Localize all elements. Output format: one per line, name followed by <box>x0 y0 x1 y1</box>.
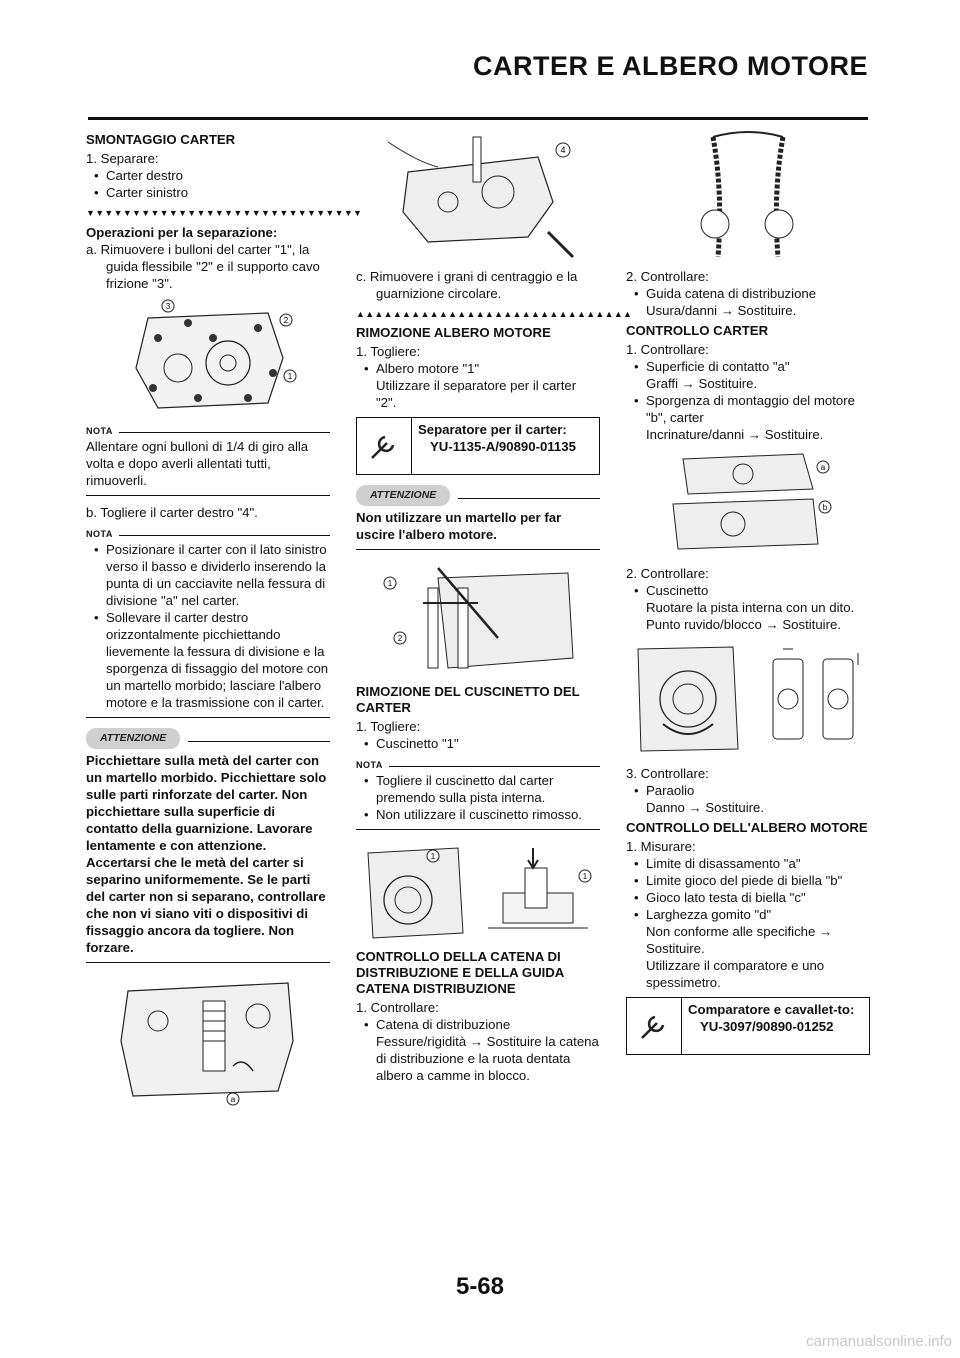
step-text: 1. Controllare: <box>626 342 709 357</box>
step-text: 2. Controllare: <box>626 566 709 581</box>
header-rule <box>88 117 868 120</box>
crankcase-removal-figure <box>378 132 578 262</box>
step-text: b. Togliere il carter destro "4". <box>86 505 258 520</box>
callout-label: 2 <box>283 316 289 325</box>
list-item: • Paraolio <box>626 782 870 799</box>
callout-label: a <box>230 1095 236 1104</box>
list-subtext: Ruotare la pista interna con un dito. <box>646 600 855 615</box>
list-item: • Carter destro <box>86 167 330 184</box>
callout-label: b <box>822 503 828 512</box>
column-2 <box>356 132 633 1084</box>
list-item: • Limite gioco del piede di biella "b" <box>626 872 870 889</box>
list-item: • Limite di disassamento "a" <box>626 855 870 872</box>
caution-end-rule <box>356 549 600 550</box>
note-header <box>356 758 600 772</box>
list-item: • Catena di distribuzione <box>356 1016 600 1033</box>
list-item: • Gioco lato testa di biella "c" <box>626 889 870 906</box>
list-item: • Guida catena di distribuzione <box>626 285 870 302</box>
list-item: • Larghezza gomito "d" <box>626 906 870 923</box>
note-text: Allentare ogni bulloni di 1/4 di giro alla volta e dopo averli allentati tutti, rimuoverli. <box>86 439 309 488</box>
wrench-icon <box>357 418 412 474</box>
tool-name: Comparatore e cavallet-to: <box>688 1002 855 1017</box>
sub-heading: Operazioni per la separazione: <box>86 225 278 240</box>
triangles-down-divider: ▼▼▼▼▼▼▼▼▼▼▼▼▼▼▼▼▼▼▼▼▼▼▼▼▼▼▼▼▼▼ <box>86 208 363 218</box>
list-subtext: Usura/danni → Sostituire. <box>646 303 797 318</box>
triangles-up-divider: ▲▲▲▲▲▲▲▲▲▲▲▲▲▲▲▲▲▲▲▲▲▲▲▲▲▲▲▲▲▲ <box>356 309 633 319</box>
callout-label: 4 <box>560 145 566 155</box>
bearing-removal-figure <box>363 838 593 943</box>
section-heading: RIMOZIONE ALBERO MOTORE <box>356 325 551 340</box>
note-end-rule <box>356 829 600 830</box>
caution-text: Non utilizzare un martello per far uscire l'albero motore. <box>356 510 562 542</box>
crankcase-inspection-figure <box>663 449 833 559</box>
list-subtext: Punto ruvido/blocco → Sostituire. <box>646 617 841 632</box>
list-subtext: Incrinature/danni → Sostituire. <box>646 427 824 442</box>
list-item: • Sporgenza di montaggio del motore "b", carter <box>626 392 870 426</box>
note-end-rule <box>86 717 330 718</box>
step-text: 1. Separare: <box>86 151 159 166</box>
note-label: NOTA <box>86 425 113 436</box>
note-header <box>86 527 330 541</box>
section-heading: CONTROLLO CARTER <box>626 323 769 338</box>
crankcase-bolts-figure <box>118 298 298 418</box>
list-subtext: Fessure/rigidità → Sostituire la catena di distribuzione e la ruota dentata albero a camme in blocco. <box>376 1034 599 1083</box>
tool-code: YU-1135-A/90890-01135 <box>430 439 576 454</box>
list-item: • Cuscinetto <box>626 582 870 599</box>
callout-label: 1 <box>287 372 293 381</box>
list-item: • Superficie di contatto "a" <box>626 358 870 375</box>
caution-header <box>356 485 600 505</box>
column-3 <box>626 132 870 1063</box>
callout-label: 3 <box>165 302 171 311</box>
list-subtext: Graffi → Sostituire. <box>646 376 758 391</box>
tool-name: Separatore per il carter: <box>418 422 567 437</box>
callout-label: 1 <box>430 852 436 861</box>
column-1 <box>86 132 363 1112</box>
note-item: • Togliere il cuscinetto dal carter premendo sulla pista interna. <box>356 772 600 806</box>
step-text: c. Rimuovere i grani di centraggio e la guarnizione circolare. <box>356 269 578 301</box>
list-subtext: Danno → Sostituire. <box>646 800 765 815</box>
section-heading: RIMOZIONE DEL CUSCINETTO DEL CARTER <box>356 684 580 715</box>
note-label: NOTA <box>356 759 383 770</box>
list-subtext: Utilizzare il separatore per il carter "2". <box>376 378 577 410</box>
note-label: NOTA <box>86 528 113 539</box>
callout-label: 1 <box>387 579 393 588</box>
bearing-inspection-figure <box>633 639 863 759</box>
section-heading: CONTROLLO DELLA CATENA DI DISTRIBUZIONE E DELLA GUIDA CATENA DISTRIBUZIONE <box>356 949 564 996</box>
list-item: • Cuscinetto "1" <box>356 735 600 752</box>
note-item: • Non utilizzare il cuscinetto rimosso. <box>356 806 600 823</box>
special-tool-box <box>626 997 870 1055</box>
callout-label: a <box>820 463 826 472</box>
caution-label: ATTENZIONE <box>86 728 180 749</box>
list-item: • Albero motore "1" <box>356 360 600 377</box>
caution-end-rule <box>86 962 330 963</box>
timing-chain-figure <box>673 132 823 262</box>
callout-label: 2 <box>397 634 403 643</box>
step-text: 1. Togliere: <box>356 344 421 359</box>
caution-label: ATTENZIONE <box>356 485 450 506</box>
step-text: 3. Controllare: <box>626 766 709 781</box>
wrench-icon <box>627 998 682 1054</box>
step-text: 2. Controllare: <box>626 269 709 284</box>
list-subtext: Utilizzare il comparatore e uno spessimetro. <box>646 958 825 990</box>
caution-text: Picchiettare sulla metà del carter con un martello morbido. Picchiettare solo sulle parti rinforzate del carter. Non picchiettare sulla superficie di contatto della guarnizione. Lavorare lentamente e con attenzione. Accertarsi che le metà del carter si separino uniformemente. Se le parti del carter non si separano, controllare che non vi siano viti o dispositivi di fissaggio ancora da togliere. Non forzare. <box>86 753 327 955</box>
caution-header <box>86 728 330 748</box>
step-text: 1. Togliere: <box>356 719 421 734</box>
step-text: a. Rimuovere i bulloni del carter "1", la guida flessibile "2" e il supporto cavo frizione "3". <box>86 242 320 291</box>
list-subtext: Non conforme alle specifiche → Sostituire. <box>646 924 833 956</box>
crankshaft-separator-figure <box>378 558 578 678</box>
callout-label: 1 <box>582 872 588 881</box>
step-text: 1. Misurare: <box>626 839 696 854</box>
note-item: • Posizionare il carter con il lato sinistro verso il basso e dividerlo inserendo la punta di un cacciavite nella fessura di divisione "a" nel carter. <box>86 541 330 609</box>
note-item: • Sollevare il carter destro orizzontalmente picchiettando lievemente la fessura di divisione e la sporgenza di fissaggio del motore con un martello morbido; lasciare l'albero motore e la trasmissione con il carter. <box>86 609 330 711</box>
section-heading: SMONTAGGIO CARTER <box>86 132 236 147</box>
note-end-rule <box>86 495 330 496</box>
page-title: CARTER E ALBERO MOTORE <box>472 51 868 81</box>
step-text: 1. Controllare: <box>356 1000 439 1015</box>
tool-code: YU-3097/90890-01252 <box>700 1019 834 1034</box>
crankcase-split-figure <box>113 971 303 1106</box>
list-item: • Carter sinistro <box>86 184 330 201</box>
note-header <box>86 424 330 438</box>
special-tool-box <box>356 417 600 475</box>
section-heading: CONTROLLO DELL'ALBERO MOTORE <box>626 820 868 835</box>
watermark: carmanualsonline.info <box>806 1333 952 1350</box>
page-number: 5-68 <box>455 1273 505 1300</box>
